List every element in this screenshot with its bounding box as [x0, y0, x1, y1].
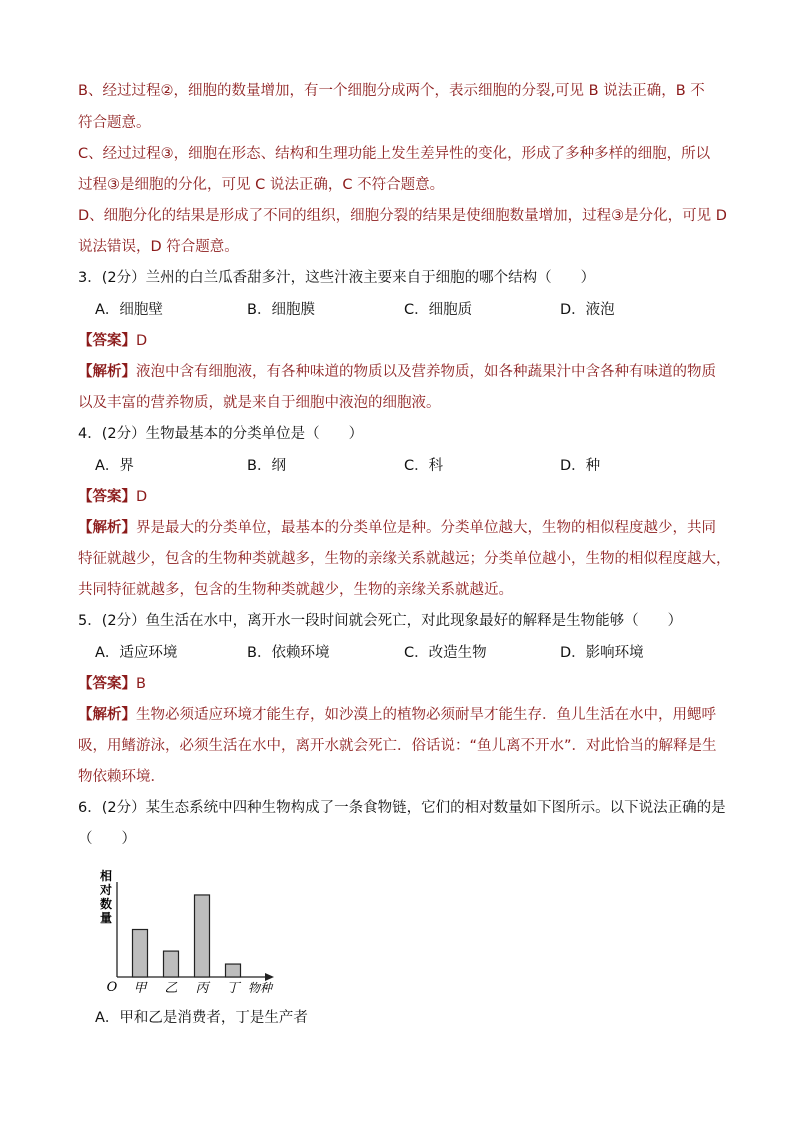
q3-option-c: C．细胞质	[404, 302, 473, 318]
q4-analysis-line3: 共同特征就越多，包含的生物种类就越少，生物的亲缘关系就越近。	[78, 582, 513, 598]
q5-option-d: D．影响环境	[560, 645, 644, 661]
bar-3	[195, 895, 210, 977]
bar-4	[226, 964, 241, 977]
answer-value: B	[136, 676, 146, 692]
q5-stem: 5．(2分）鱼生活在水中，离开水一段时间就会死亡，对此现象最好的解释是生物能够（ ）	[78, 613, 683, 629]
category-label-4: 丁	[226, 981, 240, 996]
analysis-d-line2: 说法错误，D 符合题意。	[78, 239, 239, 255]
q6-stem-line1: 6．(2分）某生态系统中四种生物构成了一条食物链，它们的相对数量如下图所示。以下说法正确的是	[78, 800, 726, 816]
analysis-d-line1: D、细胞分化的结果是形成了不同的组织，细胞分裂的结果是使细胞数量增加，过程③是分化，可见 D	[78, 208, 727, 224]
category-label-2: 乙	[164, 981, 178, 996]
answer-tag: 【答案】	[78, 333, 136, 349]
q4-option-a: A．界	[95, 458, 134, 474]
q3-option-b: B．细胞膜	[247, 302, 315, 318]
category-label-3: 丙	[195, 981, 209, 996]
q4-option-c: C．科	[404, 458, 444, 474]
answer-value: D	[136, 489, 148, 505]
answer-tag: 【答案】	[78, 489, 136, 505]
q4-option-b: B．纲	[247, 458, 286, 474]
q3-option-a: A．细胞壁	[95, 302, 163, 318]
analysis-text: 液泡中含有细胞液，有各种味道的物质以及营养物质，如各种蔬果汁中含各种有味道的物质	[136, 364, 716, 380]
q4-answer	[78, 487, 147, 507]
bar-1	[133, 930, 148, 978]
bar-chart	[92, 862, 292, 997]
q5-option-b: B．依赖环境	[247, 645, 330, 661]
analysis-b-line2: 符合题意。	[78, 115, 151, 131]
analysis-text: 生物必须适应环境才能生存，如沙漠上的植物必须耐旱才能生存．鱼儿生活在水中，用鳃呼	[136, 707, 716, 723]
analysis-tag: 【解析】	[78, 364, 136, 380]
q3-stem: 3．(2分）兰州的白兰瓜香甜多汁，这些汁液主要来自于细胞的哪个结构（ ）	[78, 270, 596, 286]
analysis-tag: 【解析】	[78, 520, 136, 536]
answer-value: D	[136, 333, 148, 349]
analysis-c-line1: C、经过过程③，细胞在形态、结构和生理功能上发生差异性的变化，形成了多种多样的细胞，所以	[78, 146, 711, 162]
analysis-text: 界是最大的分类单位，最基本的分类单位是种。分类单位越大，生物的相似程度越少，共同	[136, 520, 716, 536]
answer-tag: 【答案】	[78, 676, 136, 692]
x-axis-arrow	[265, 973, 274, 981]
q4-option-d: D．种	[560, 458, 601, 474]
x-axis-label: 物种	[247, 981, 273, 995]
q5-answer	[78, 674, 146, 694]
q4-stem: 4．(2分）生物最基本的分类单位是（ ）	[78, 426, 364, 442]
q4-analysis-line2: 特征就越少，包含的生物种类就越多，生物的亲缘关系就越远；分类单位越小，生物的相似程度越大，	[78, 551, 731, 567]
q3-answer	[78, 331, 147, 351]
analysis-tag: 【解析】	[78, 707, 136, 723]
q4-analysis-line1	[78, 518, 716, 538]
q6-option-a: A．甲和乙是消费者，丁是生产者	[95, 1010, 308, 1026]
analysis-b-line1: B、经过过程②，细胞的数量增加，有一个细胞分成两个，表示细胞的分裂,可见 B 说法正确，B 不	[78, 83, 705, 99]
q3-analysis-line1	[78, 362, 716, 382]
category-label-1: 甲	[133, 981, 147, 996]
q5-analysis-line1	[78, 705, 716, 725]
q3-option-d: D．液泡	[560, 302, 615, 318]
q5-analysis-line3: 物依赖环境．	[78, 769, 165, 785]
y-axis-label: 相对数量	[99, 869, 113, 925]
q5-option-c: C．改造生物	[404, 645, 487, 661]
origin-label: O	[106, 980, 118, 995]
q5-option-a: A．适应环境	[95, 645, 178, 661]
q5-analysis-line2: 吸，用鳍游泳，必须生活在水中，离开水就会死亡．俗话说：“鱼儿离不开水”．对此恰当的解释是生	[78, 738, 717, 754]
q3-analysis-line2: 以及丰富的营养物质，就是来自于细胞中液泡的细胞液。	[78, 395, 441, 411]
bar-2	[164, 951, 179, 977]
q6-stem-line2: （ ）	[78, 831, 136, 847]
analysis-c-line2: 过程③是细胞的分化，可见 C 说法正确，C 不符合题意。	[78, 177, 445, 193]
